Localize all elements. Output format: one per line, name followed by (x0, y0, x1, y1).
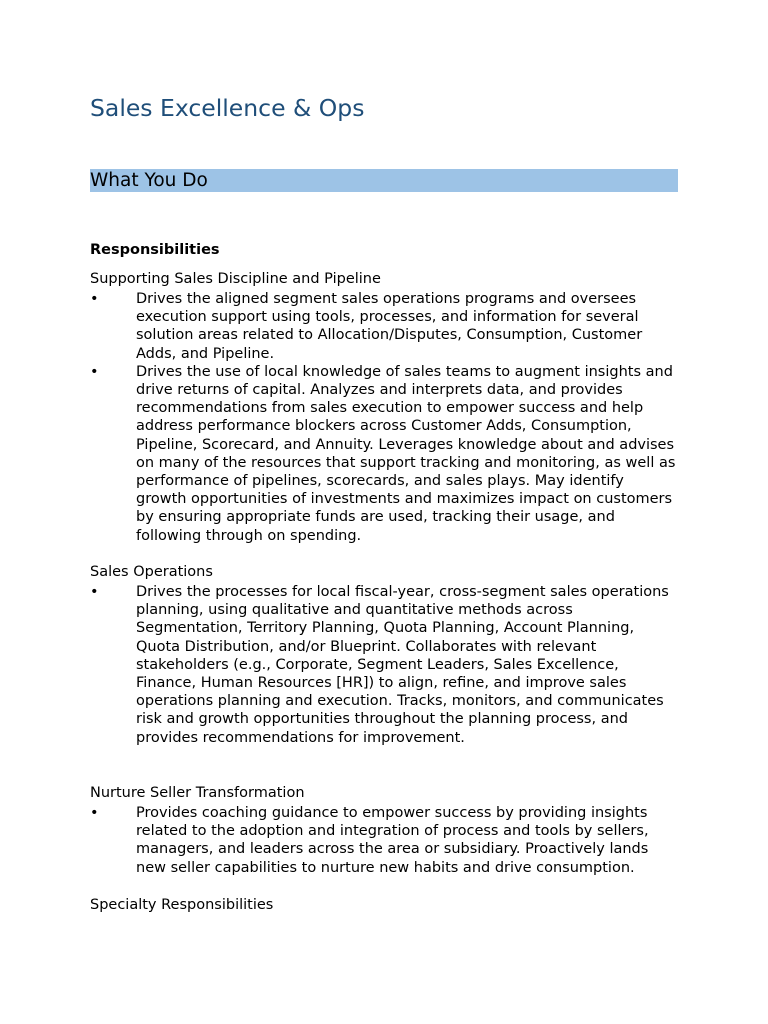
bullet-icon: • (90, 363, 99, 380)
group-title-nurture-seller-transformation: Nurture Seller Transformation (90, 785, 305, 801)
group-title-specialty-responsibilities: Specialty Responsibilities (90, 897, 274, 913)
list-item (90, 804, 678, 877)
section-heading-what-you-do: What You Do (90, 169, 678, 192)
group-title-sales-discipline-pipeline: Supporting Sales Discipline and Pipeline (90, 271, 381, 287)
list-item-text: Provides coaching guidance to empower success by providing insights related to the adoption and integration of process and tools by sellers, managers, and leaders across the area or subsidiary. Proactively lands new seller capabilities to nurture new habits and drive consumption. (136, 805, 649, 876)
bullet-list-nurture-seller-transformation (90, 804, 678, 877)
subheading-responsibilities: Responsibilities (90, 242, 220, 258)
group-title-sales-operations: Sales Operations (90, 564, 213, 580)
bullet-icon: • (90, 291, 99, 307)
list-item (90, 290, 678, 363)
list-item-text: Drives the processes for local fiscal-year, cross-segment sales operations planning, using qualitative and quantitative methods across Segmentation, Territory Planning, Quota Planning, Account Planning, Quota Distribution, and/or Blueprint. Collaborates with relevant stakeholders (e.g., Corporate, Segment Leaders, Sales Excellence, Finance, Human Resources [HR]) to align, refine, and improve sales operations planning and execution. Tracks, monitors, and communicates risk and growth opportunities throughout the planning process, and provides recommendations for improvement. (136, 584, 669, 746)
bullet-list-sales-discipline-pipeline (90, 290, 678, 545)
list-item-text: Drives the use of local knowledge of sales teams to augment insights and drive returns of capital. Analyzes and interprets data, and provides recommendations from sales execution to empower success and help address performance blockers across Customer Adds, Consumption, Pipeline, Scorecard, and Annuity. Leverages knowledge about and advises on many of the resources that support tracking and monitoring, as well as performance of pipelines, scorecards, and sales plays. May identify growth opportunities of investments and maximizes impact on customers by ensuring appropriate funds are used, tracking their usage, and following through on spending. (136, 363, 676, 544)
bullet-icon: • (90, 805, 99, 821)
bullet-list-sales-operations (90, 583, 678, 747)
list-item-text: Drives the aligned segment sales operations programs and oversees execution support using tools, processes, and information for several solution areas related to Allocation/Disputes, Consumption, Customer Adds, and Pipeline. (136, 291, 643, 362)
document-title: Sales Excellence & Ops (90, 94, 365, 122)
list-item (90, 363, 678, 545)
bullet-icon: • (90, 584, 99, 600)
list-item (90, 583, 678, 747)
